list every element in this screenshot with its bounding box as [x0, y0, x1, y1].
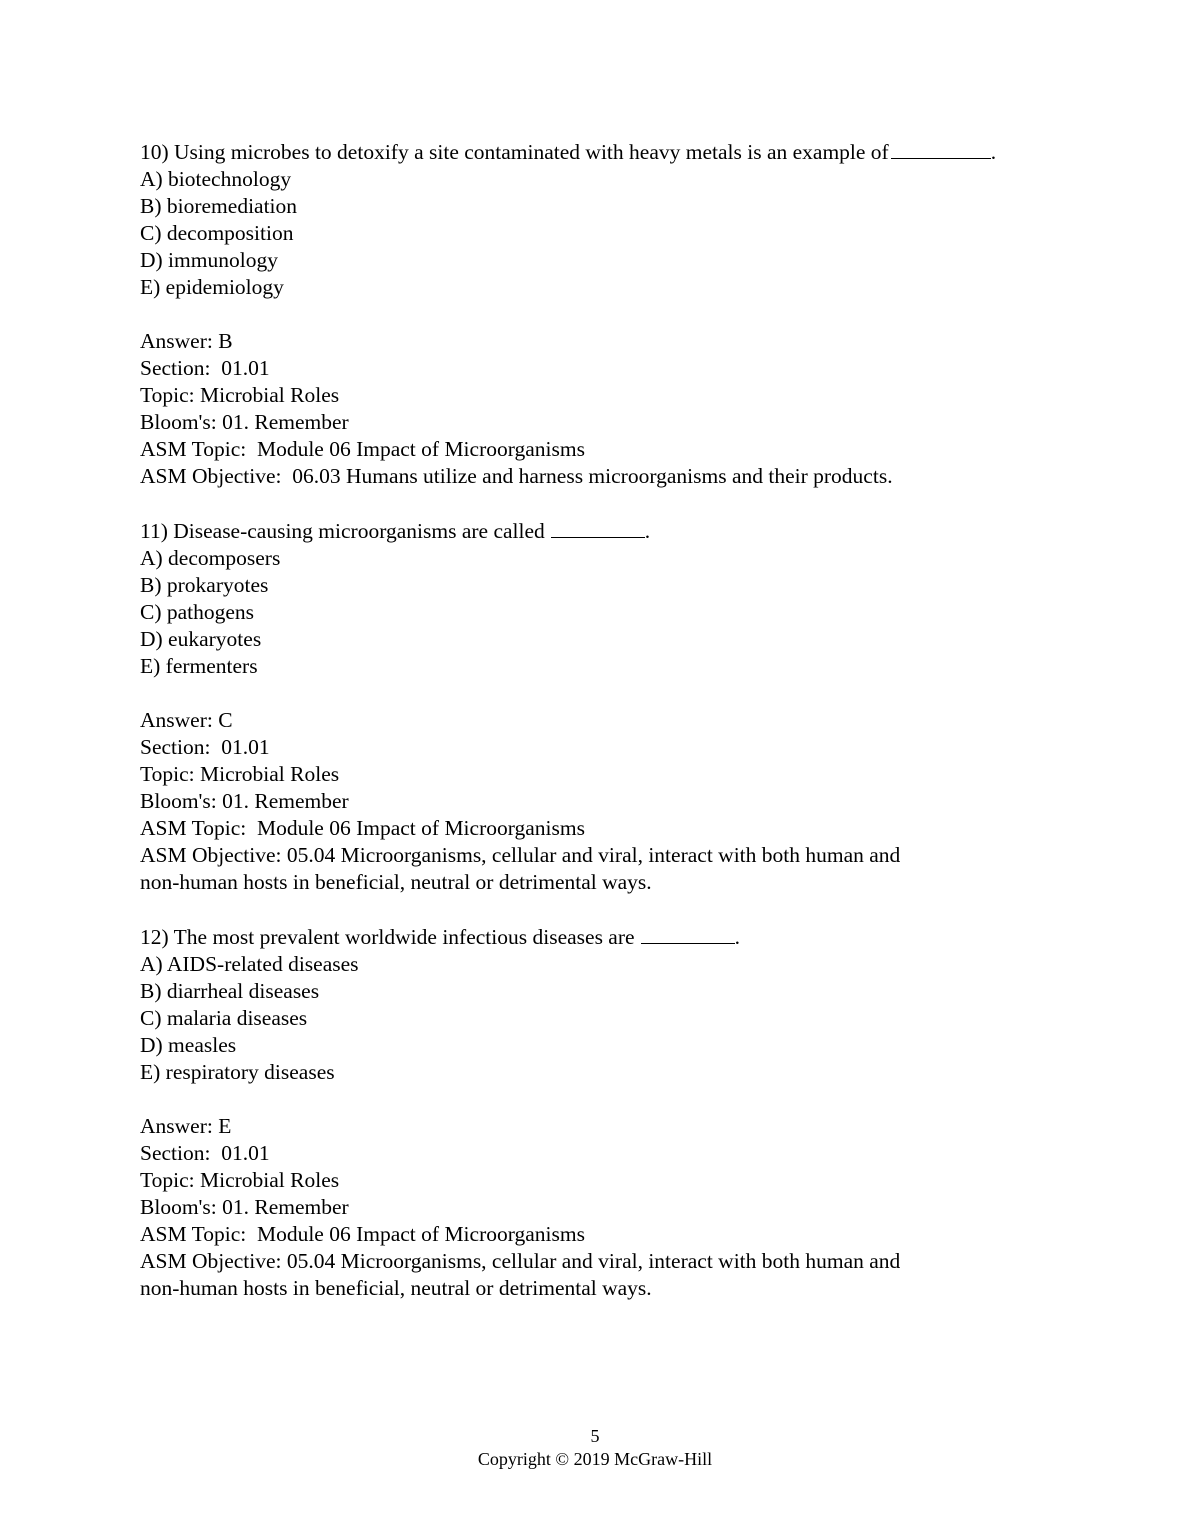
- asm-objective-line-continued: non-human hosts in beneficial, neutral or detrimental ways.: [140, 870, 652, 894]
- option-c: C) pathogens: [140, 600, 255, 624]
- option-e: E) fermenters: [140, 654, 258, 678]
- question-stem: 11) Disease-causing microorganisms are called .: [140, 519, 651, 543]
- asm-objective-line: ASM Objective: 05.04 Microorganisms, cellular and viral, interact with both human and: [140, 1249, 901, 1273]
- option-d: D) immunology: [140, 248, 278, 272]
- bloom-line: Bloom's: 01. Remember: [140, 410, 349, 434]
- option-a: A) decomposers: [140, 546, 281, 570]
- option-a: A) AIDS-related diseases: [140, 952, 359, 976]
- topic-line: Topic: Microbial Roles: [140, 762, 340, 786]
- option-a: A) biotechnology: [140, 167, 292, 191]
- spacer: [140, 1086, 1100, 1113]
- option-b: B) bioremediation: [140, 194, 298, 218]
- section-line: Section: 01.01: [140, 735, 270, 759]
- option-d: D) eukaryotes: [140, 627, 262, 651]
- section-line: Section: 01.01: [140, 356, 270, 380]
- bloom-line: Bloom's: 01. Remember: [140, 789, 349, 813]
- question-11: [140, 517, 1100, 896]
- page-number: 5: [590, 1426, 600, 1446]
- bloom-line: Bloom's: 01. Remember: [140, 1195, 349, 1219]
- answer-blank: [891, 138, 991, 159]
- spacer: [140, 680, 1100, 707]
- topic-line: Topic: Microbial Roles: [140, 383, 340, 407]
- spacer: [140, 896, 1100, 923]
- answer-line: Answer: E: [140, 1114, 232, 1138]
- option-e: E) respiratory diseases: [140, 1060, 335, 1084]
- asm-topic-line: ASM Topic: Module 06 Impact of Microorganisms: [140, 816, 585, 840]
- answer-line: Answer: C: [140, 708, 233, 732]
- option-b: B) prokaryotes: [140, 573, 269, 597]
- answer-blank: [641, 923, 735, 944]
- topic-line: Topic: Microbial Roles: [140, 1168, 340, 1192]
- asm-topic-line: ASM Topic: Module 06 Impact of Microorganisms: [140, 437, 585, 461]
- option-c: C) malaria diseases: [140, 1006, 308, 1030]
- spacer: [140, 301, 1100, 328]
- question-10: [140, 138, 1100, 490]
- spacer: [140, 490, 1100, 517]
- section-line: Section: 01.01: [140, 1141, 270, 1165]
- asm-objective-line: ASM Objective: 06.03 Humans utilize and harness microorganisms and their products.: [140, 464, 893, 488]
- option-d: D) measles: [140, 1033, 237, 1057]
- copyright-notice: Copyright © 2019 McGraw-Hill: [477, 1449, 713, 1469]
- option-e: E) epidemiology: [140, 275, 284, 299]
- answer-blank: [551, 517, 645, 538]
- document-body: [140, 138, 1100, 1302]
- question-12: [140, 923, 1100, 1302]
- option-b: B) diarrheal diseases: [140, 979, 320, 1003]
- answer-line: Answer: B: [140, 329, 233, 353]
- question-stem: 10) Using microbes to detoxify a site contaminated with heavy metals is an example of .: [140, 140, 997, 164]
- option-c: C) decomposition: [140, 221, 294, 245]
- asm-topic-line: ASM Topic: Module 06 Impact of Microorganisms: [140, 1222, 585, 1246]
- question-stem: 12) The most prevalent worldwide infectious diseases are .: [140, 925, 740, 949]
- asm-objective-line-continued: non-human hosts in beneficial, neutral or detrimental ways.: [140, 1276, 652, 1300]
- asm-objective-line: ASM Objective: 05.04 Microorganisms, cellular and viral, interact with both human and: [140, 843, 901, 867]
